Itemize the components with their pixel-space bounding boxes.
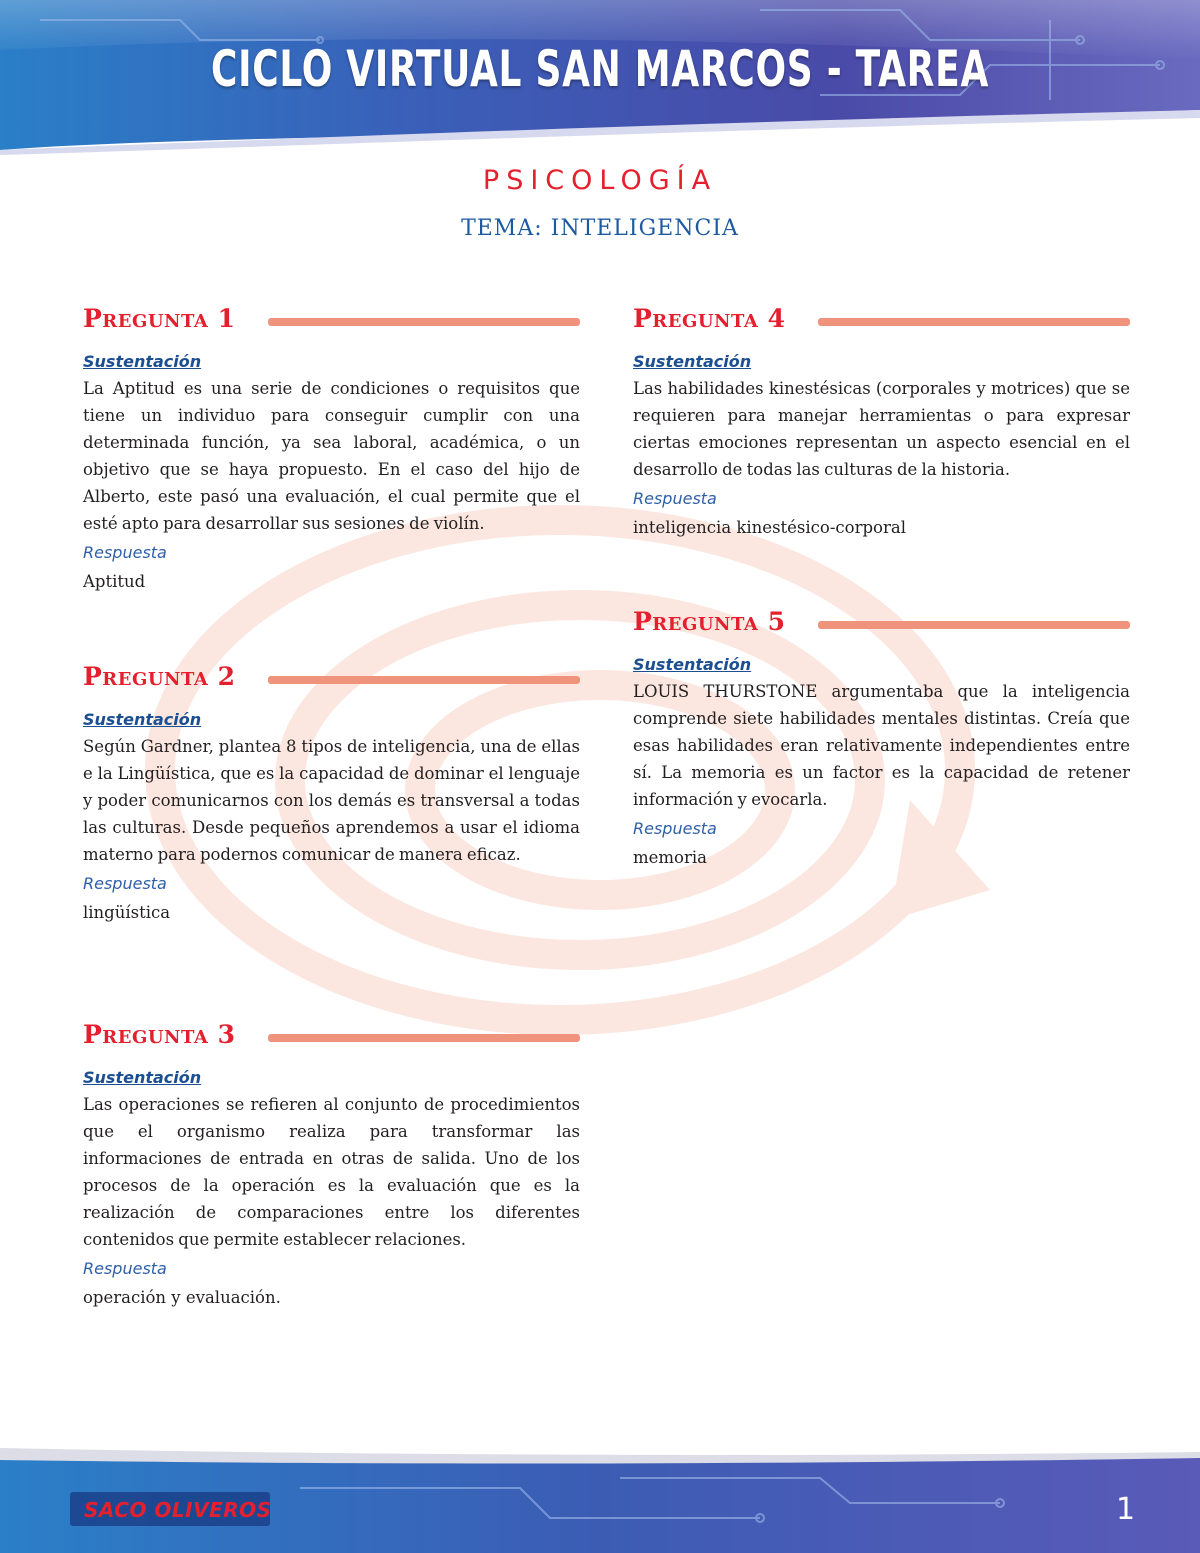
title-rule	[818, 318, 1130, 326]
question-title: Pregunta 2	[83, 662, 236, 691]
question-4	[633, 304, 1130, 537]
respuesta-label: Respuesta	[633, 819, 717, 838]
title-rule	[818, 621, 1130, 629]
subject-title: PSICOLOGÍA	[482, 165, 718, 196]
sustentacion-label: Sustentación	[633, 352, 752, 371]
header-title: CICLO VIRTUAL SAN MARCOS - TAREA	[210, 40, 990, 98]
respuesta-label: Respuesta	[83, 874, 167, 893]
sustentacion-text: Según Gardner, plantea 8 tipos de inteligencia, una de ellas e la Lingüística, que es la capacidad de dominar el lenguaje y poder comunicarnos con los demás es transversal a todas las culturas. Desde pequeños aprendemos a usar el idioma materno para podernos comunicar de manera eficaz.	[83, 737, 580, 864]
sustentacion-text: LOUIS THURSTONE argumentaba que la inteligencia comprende siete habilidades mentales distintas. Creía que esas habilidades eran relativamente independientes entre sí. La memoria es un factor es la capacidad de retener información y evocarla.	[633, 682, 1130, 809]
answer-text: operación y evaluación.	[83, 1288, 281, 1307]
question-title: Pregunta 4	[633, 304, 786, 333]
question-title: Pregunta 3	[83, 1020, 236, 1049]
title-rule	[268, 1034, 580, 1042]
sustentacion-label: Sustentación	[83, 352, 202, 371]
answer-text: inteligencia kinestésico-corporal	[633, 518, 906, 537]
question-title: Pregunta 1	[83, 304, 236, 333]
question-1	[83, 304, 580, 591]
question-3	[83, 1020, 580, 1307]
question-5	[633, 607, 1130, 867]
respuesta-label: Respuesta	[633, 489, 717, 508]
sustentacion-label: Sustentación	[633, 655, 752, 674]
respuesta-label: Respuesta	[83, 543, 167, 562]
title-rule	[268, 676, 580, 684]
footer-brand-logo: SACO OLIVEROS	[84, 1498, 272, 1522]
question-title: Pregunta 5	[633, 607, 786, 636]
topic-title: TEMA: INTELIGENCIA	[461, 216, 739, 241]
sustentacion-label: Sustentación	[83, 1068, 202, 1087]
page-number: 1	[1116, 1492, 1136, 1527]
sustentacion-text: La Aptitud es una serie de condiciones o requisitos que tiene un individuo para conseguir cumplir con una determinada función, ya sea laboral, académica, o un objetivo que se haya propuesto. En el caso del hijo de Alberto, este pasó una evaluación, el cual permite que el esté apto para desarrollar sus sesiones de violín.	[83, 379, 580, 533]
title-rule	[268, 318, 580, 326]
sustentacion-text: Las operaciones se refieren al conjunto de procedimientos que el organismo realiza para transformar las informaciones de entrada en otras de salida. Uno de los procesos de la operación es la evaluación que es la realización de comparaciones entre los diferentes contenidos que permite establecer relaciones.	[83, 1095, 580, 1249]
sustentacion-text: Las habilidades kinestésicas (corporales y motrices) que se requieren para manejar herramientas o para expresar ciertas emociones representan un aspecto esencial en el desarrollo de todas las culturas de la historia.	[633, 379, 1130, 479]
answer-text: lingüística	[83, 903, 171, 922]
sustentacion-label: Sustentación	[83, 710, 202, 729]
question-2	[83, 662, 580, 922]
answer-text: Aptitud	[83, 572, 146, 591]
respuesta-label: Respuesta	[83, 1259, 167, 1278]
answer-text: memoria	[633, 848, 707, 867]
